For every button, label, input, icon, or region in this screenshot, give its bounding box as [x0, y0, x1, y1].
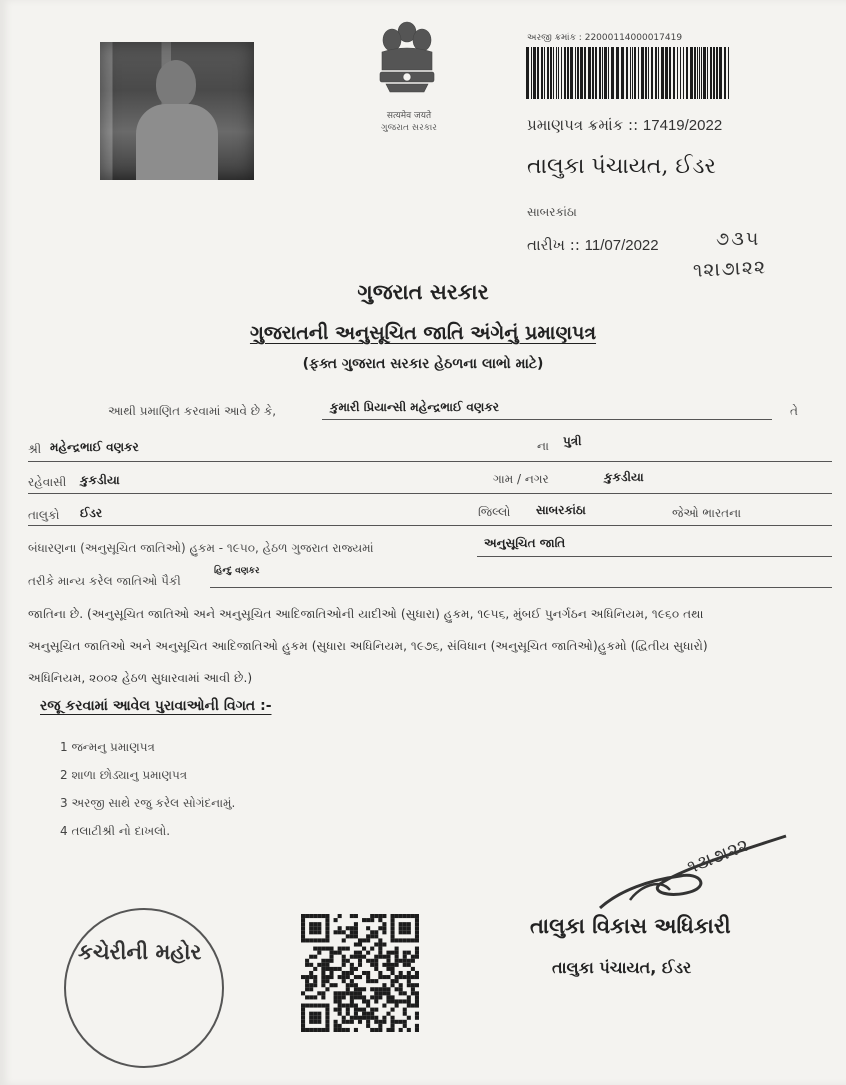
divider — [28, 493, 832, 494]
legal-paragraph — [28, 598, 828, 694]
document-item: 4 તલાટીશ્રી નો દાખલો. — [60, 824, 171, 838]
application-number: અરજી ક્રમાંક : 22000114000017419 — [527, 33, 683, 43]
divider — [210, 587, 832, 588]
document-item: 3 અરજી સાથે રજુ કરેલ સોગંદનામું. — [60, 796, 236, 810]
certificate-number: પ્રમાણપત્ર ક્રમાંક :: 17419/2022 — [527, 116, 723, 134]
caste: હિન્દુ વણકર — [214, 566, 260, 576]
signature-date: ૧૩।૭।૨૨ — [684, 834, 752, 879]
te-label: તે — [790, 404, 798, 418]
father-name: મહેન્દ્રભાઈ વણકર — [50, 440, 139, 454]
emblem-caption — [340, 110, 478, 134]
applicant-name: કુમારી પ્રિયાન્સી મહેન્દ્રભાઈ વણકર — [330, 400, 500, 414]
applicant-photo — [100, 42, 254, 180]
district: સાબરકાંઠા — [536, 503, 586, 517]
divider — [477, 556, 832, 557]
emblem-govt: ગુજરાત સરકાર — [381, 123, 437, 133]
issuing-district: સાબરકાંઠા — [527, 205, 577, 219]
document-item: 1 જન્મનુ પ્રમાણપત્ર — [60, 740, 155, 754]
resident-label: રહેવાસી — [28, 475, 67, 489]
signer-office: તાલુકા પંચાયત, ઈડર — [552, 958, 692, 977]
seal-text: કચેરીની મહોર — [78, 940, 202, 964]
order-label: બંધારણના (અનુસૂચિત જાતિઓ) હુકમ - ૧૯૫૦, હેઠળ ગુજરાત રાજ્યમાં — [28, 541, 374, 555]
divider — [322, 419, 772, 420]
signer-title: તાલુકા વિકાસ અધિકારી — [530, 914, 731, 938]
certificate-title: ગુજરાતની અનુસૂચિત જાતિ અંગેનું પ્રમાણપત્ર — [249, 322, 597, 344]
na-label: ના — [537, 439, 549, 453]
issuing-office: તાલુકા પંચાયત, ઈડર — [527, 154, 716, 179]
district-label: જિલ્લો — [478, 505, 511, 519]
village: કુકડીયા — [604, 470, 644, 484]
certificate-subtitle: (ફક્ત ગુજરાત સરકાર હેઠળના લાભો માટે) — [302, 356, 544, 372]
taluka-label: તાલુકો — [28, 508, 60, 522]
handwritten-number: ૭૩૫ — [716, 228, 761, 250]
divider — [28, 525, 832, 526]
shri-label: શ્રી — [28, 442, 42, 456]
qr-code — [301, 914, 419, 1032]
document-item: 2 શાળા છોડ્યાનુ પ્રમાણપત્ર — [60, 768, 188, 782]
national-emblem-icon — [372, 18, 442, 108]
documents-heading: રજૂ કરવામાં આવેલ પુરાવાઓની વિગત :- — [40, 698, 272, 714]
paragraph-line: અધિનિયમ, ૨૦૦૨ હેઠળ સુધારવામાં આવી છે.) — [28, 671, 253, 685]
india-label: જેઓ ભારતના — [672, 506, 742, 520]
handwritten-date: ૧૨।૭।૨૨ — [692, 256, 767, 282]
certify-label: આથી પ્રમાણિત કરવામાં આવે છે કે, — [108, 404, 277, 418]
divider — [28, 461, 832, 462]
relation: પુત્રી — [563, 434, 582, 448]
paragraph-line: અનુસૂચિત જાતિઓ અને અનુસૂચિત આદિજાતિઓ હુકમ (સુધારા અધિનિયમ, ૧૯૭૬, સંવિધાન (અનુસૂચિત જાતિઓ)હુકમો (દ્વિતીય સુધારો) — [28, 639, 708, 653]
paragraph-line: જાતિના છે. (અનુસૂચિત જાતિઓ અને અનુસૂચિત આદિજાતિઓની યાદીઓ (સુધારા) હુકમ, ૧૯૫૬, મુંબઈ પુનર્ગઠન અધિનિયમ, ૧૯૬૦ તથા — [28, 607, 704, 621]
emblem-motto: सत्यमेव जयते — [386, 111, 432, 121]
village-label: ગામ / નગર — [493, 472, 549, 486]
category: અનુસૂચિત જાતિ — [484, 536, 566, 550]
taluka: ઈડર — [80, 506, 103, 520]
government-heading: ગુજરાત સરકાર — [357, 280, 489, 304]
issue-date: તારીખ :: 11/07/2022 — [527, 236, 659, 254]
barcode — [526, 47, 730, 99]
residence: કુકડીયા — [80, 473, 120, 487]
recognized-label: તરીકે માન્ય કરેલ જાતિઓ પૈકી — [28, 574, 181, 588]
office-seal — [64, 908, 224, 1068]
